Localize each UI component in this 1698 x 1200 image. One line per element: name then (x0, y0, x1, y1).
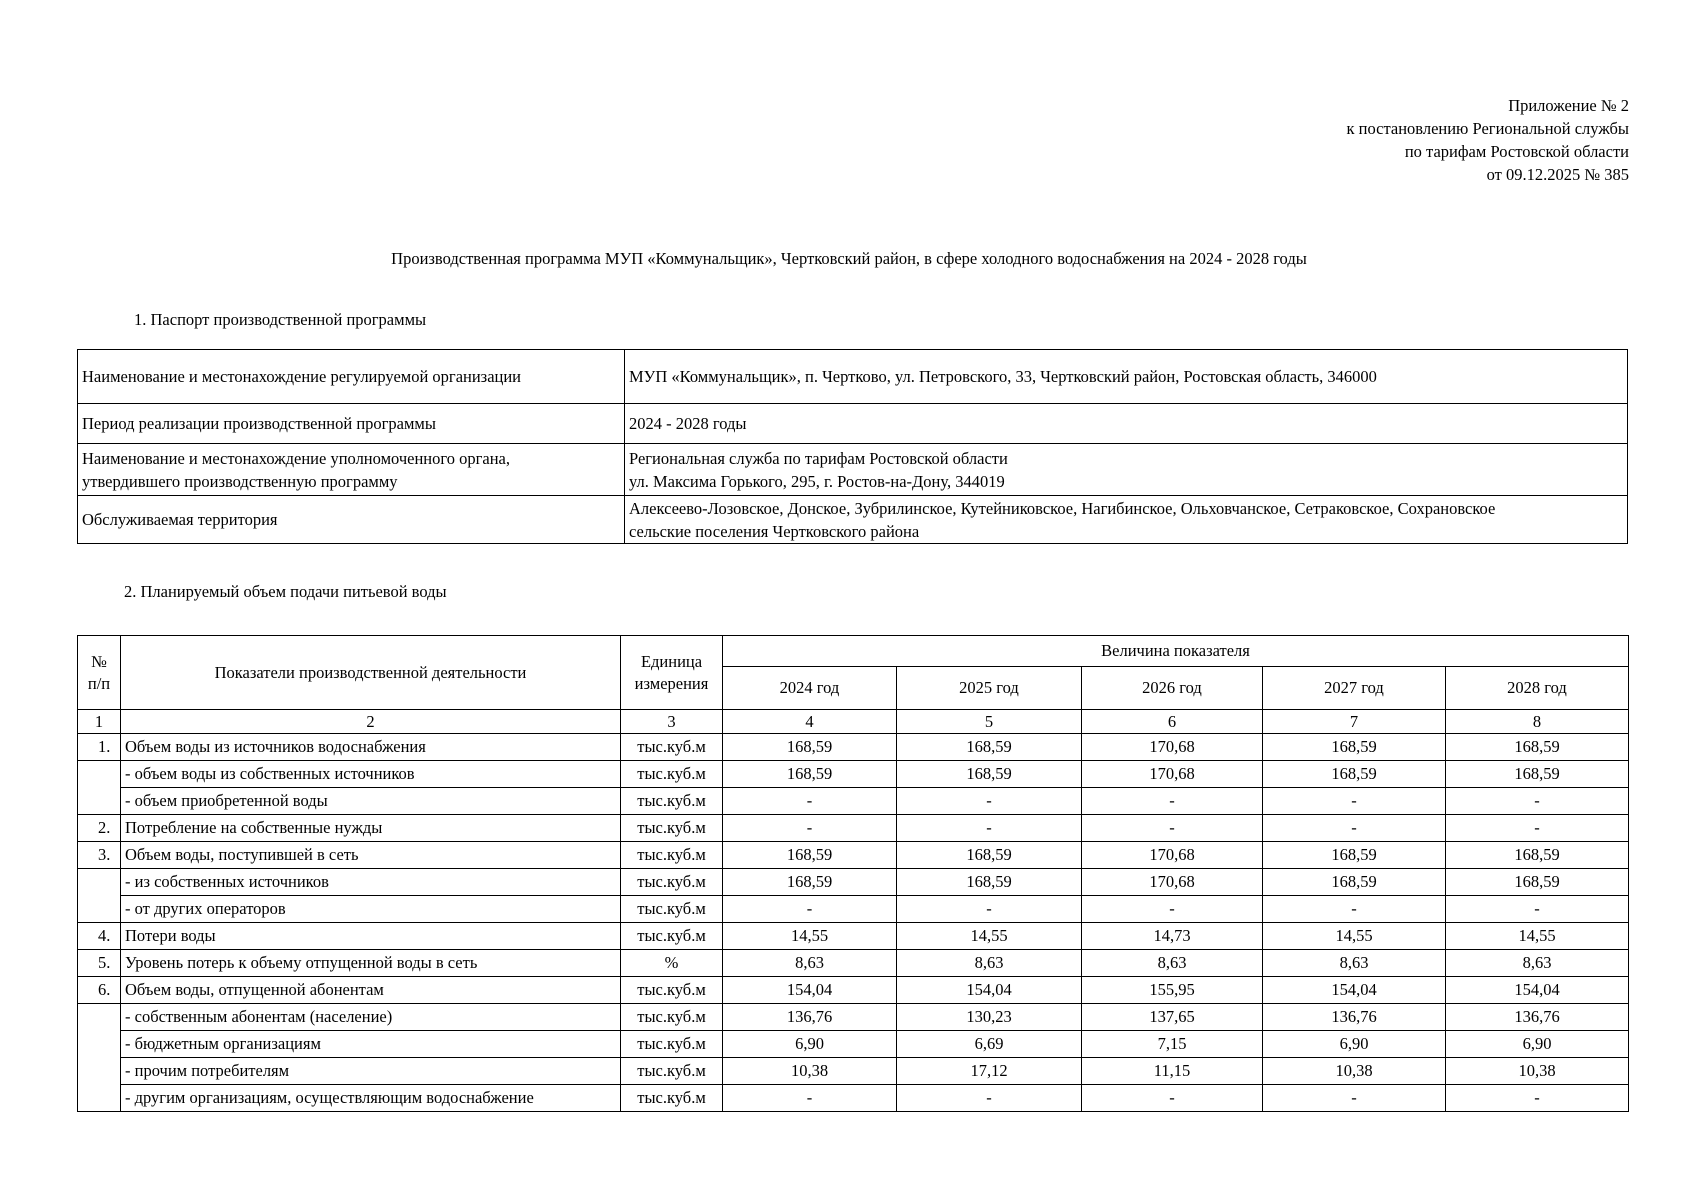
value-cell: 10,38 (1446, 1058, 1629, 1085)
value-cell: 168,59 (723, 734, 897, 761)
value-cell: 136,76 (1263, 1004, 1446, 1031)
column-number: 6 (1082, 710, 1263, 734)
value-cell: 170,68 (1082, 869, 1263, 896)
value-cell: 11,15 (1082, 1058, 1263, 1085)
passport-label: Обслуживаемая территория (78, 496, 625, 544)
value-cell: 170,68 (1082, 761, 1263, 788)
section-1-heading: 1. Паспорт производственной программы (134, 310, 427, 329)
header-value-group: Величина показателя (723, 636, 1629, 667)
indicator-name: Объем воды, поступившей в сеть (121, 842, 621, 869)
column-numbers-row (78, 710, 1629, 734)
passport-label: Наименование и местонахождение регулируемой организации (78, 350, 625, 404)
value-cell: 8,63 (1446, 950, 1629, 977)
table-row (78, 869, 1629, 896)
header-year: 2024 год (723, 667, 897, 710)
value-cell: 168,59 (897, 734, 1082, 761)
value-cell: 14,73 (1082, 923, 1263, 950)
row-number: 4. (78, 923, 121, 950)
appendix-line-1: Приложение № 2 (1508, 96, 1629, 115)
table-row (78, 734, 1629, 761)
row-number: 6. (78, 977, 121, 1004)
value-cell: 168,59 (897, 869, 1082, 896)
unit-cell: тыс.куб.м (621, 734, 723, 761)
value-cell: 168,59 (723, 842, 897, 869)
value-cell: 6,69 (897, 1031, 1082, 1058)
header-unit (621, 636, 723, 710)
value-cell: 137,65 (1082, 1004, 1263, 1031)
document-title: Производственная программа МУП «Коммунальщик», Чертковский район, в сфере холодного водоснабжения на 2024 - 2028 годы (391, 249, 1307, 268)
table-row (78, 1058, 1629, 1085)
value-cell: - (1082, 815, 1263, 842)
passport-label-line: утвердившего производственную программу (82, 471, 398, 491)
column-number: 3 (621, 710, 723, 734)
unit-cell: тыс.куб.м (621, 788, 723, 815)
passport-row (78, 350, 1628, 404)
value-cell: 168,59 (1263, 734, 1446, 761)
value-cell: 155,95 (1082, 977, 1263, 1004)
value-cell: 168,59 (1446, 869, 1629, 896)
table-row (78, 977, 1629, 1004)
value-cell: 170,68 (1082, 734, 1263, 761)
unit-cell: тыс.куб.м (621, 923, 723, 950)
unit-cell: тыс.куб.м (621, 761, 723, 788)
passport-value-line: Региональная служба по тарифам Ростовской области (629, 448, 1008, 468)
value-cell: - (897, 788, 1082, 815)
header-unit-line: Единица (640, 651, 703, 671)
value-cell: 8,63 (723, 950, 897, 977)
unit-cell: тыс.куб.м (621, 1004, 723, 1031)
passport-label: Период реализации производственной программы (78, 404, 625, 444)
metrics-body (78, 734, 1629, 1112)
value-cell: - (1082, 788, 1263, 815)
value-cell: 168,59 (723, 869, 897, 896)
unit-cell: тыс.куб.м (621, 1085, 723, 1112)
appendix-line-4: от 09.12.2025 № 385 (1486, 165, 1629, 184)
value-cell: 8,63 (1082, 950, 1263, 977)
header-indicator: Показатели производственной деятельности (121, 636, 621, 710)
value-cell: 10,38 (1263, 1058, 1446, 1085)
value-cell: 170,68 (1082, 842, 1263, 869)
unit-cell: тыс.куб.м (621, 896, 723, 923)
value-cell: - (1446, 815, 1629, 842)
value-cell: 168,59 (1446, 842, 1629, 869)
passport-value (625, 496, 1628, 544)
value-cell: 14,55 (1263, 923, 1446, 950)
value-cell: 130,23 (897, 1004, 1082, 1031)
header-year: 2027 год (1263, 667, 1446, 710)
passport-row (78, 404, 1628, 444)
indicator-name: Объем воды, отпущенной абонентам (121, 977, 621, 1004)
column-number: 7 (1263, 710, 1446, 734)
value-cell: 6,90 (1263, 1031, 1446, 1058)
value-cell: 154,04 (723, 977, 897, 1004)
passport-value (625, 444, 1628, 496)
value-cell: - (1446, 896, 1629, 923)
indicator-name: - объем приобретенной воды (121, 788, 621, 815)
passport-value: МУП «Коммунальщик», п. Чертково, ул. Петровского, 33, Чертковский район, Ростовская область, 346000 (625, 350, 1628, 404)
value-cell: - (723, 896, 897, 923)
value-cell: 14,55 (1446, 923, 1629, 950)
value-cell: 136,76 (1446, 1004, 1629, 1031)
value-cell: 17,12 (897, 1058, 1082, 1085)
row-number (78, 869, 121, 923)
indicator-name: - другим организациям, осуществляющим водоснабжение (121, 1085, 621, 1112)
row-number: 2. (78, 815, 121, 842)
table-row (78, 950, 1629, 977)
table-row (78, 788, 1629, 815)
passport-value-line: ул. Максима Горького, 295, г. Ростов-на-Дону, 344019 (629, 471, 1005, 491)
value-cell: - (1263, 896, 1446, 923)
passport-value: 2024 - 2028 годы (625, 404, 1628, 444)
header-num-line: п/п (87, 673, 111, 693)
value-cell: 168,59 (1263, 869, 1446, 896)
indicator-name: - от других операторов (121, 896, 621, 923)
passport-value-line: сельские поселения Чертковского района (629, 521, 920, 541)
table-row (78, 761, 1629, 788)
value-cell: - (723, 1085, 897, 1112)
value-cell: 10,38 (723, 1058, 897, 1085)
value-cell: 14,55 (723, 923, 897, 950)
table-row (78, 815, 1629, 842)
value-cell: 168,59 (1263, 842, 1446, 869)
value-cell: 168,59 (897, 842, 1082, 869)
column-number: 4 (723, 710, 897, 734)
value-cell: 6,90 (1446, 1031, 1629, 1058)
unit-cell: тыс.куб.м (621, 869, 723, 896)
value-cell: 168,59 (723, 761, 897, 788)
indicator-name: - объем воды из собственных источников (121, 761, 621, 788)
passport-table (77, 349, 1628, 544)
column-number: 1 (78, 710, 121, 734)
value-cell: - (1082, 1085, 1263, 1112)
value-cell: 154,04 (897, 977, 1082, 1004)
indicator-name: - из собственных источников (121, 869, 621, 896)
unit-cell: тыс.куб.м (621, 842, 723, 869)
value-cell: - (897, 1085, 1082, 1112)
value-cell: 8,63 (1263, 950, 1446, 977)
value-cell: - (1446, 1085, 1629, 1112)
unit-cell: тыс.куб.м (621, 1058, 723, 1085)
row-number: 1. (78, 734, 121, 761)
unit-cell: % (621, 950, 723, 977)
column-number: 2 (121, 710, 621, 734)
value-cell: - (723, 788, 897, 815)
indicator-name: - собственным абонентам (население) (121, 1004, 621, 1031)
value-cell: 14,55 (897, 923, 1082, 950)
row-number (78, 761, 121, 815)
indicator-name: Потребление на собственные нужды (121, 815, 621, 842)
indicator-name: Объем воды из источников водоснабжения (121, 734, 621, 761)
water-supply-table (77, 635, 1629, 1112)
section-2-heading: 2. Планируемый объем подачи питьевой воды (124, 582, 447, 601)
header-year: 2028 год (1446, 667, 1629, 710)
passport-label (78, 444, 625, 496)
value-cell: - (1263, 788, 1446, 815)
value-cell: 168,59 (1446, 734, 1629, 761)
row-number (78, 1004, 121, 1112)
header-num-line: № (91, 651, 107, 671)
value-cell: - (1263, 815, 1446, 842)
header-num (78, 636, 121, 710)
unit-cell: тыс.куб.м (621, 1031, 723, 1058)
row-number: 3. (78, 842, 121, 869)
value-cell: - (897, 896, 1082, 923)
passport-row (78, 496, 1628, 544)
table-row (78, 923, 1629, 950)
unit-cell: тыс.куб.м (621, 977, 723, 1004)
table-row (78, 1085, 1629, 1112)
value-cell: 168,59 (897, 761, 1082, 788)
value-cell: - (1263, 1085, 1446, 1112)
header-unit-line: измерения (634, 673, 709, 693)
value-cell: 168,59 (1263, 761, 1446, 788)
value-cell: 136,76 (723, 1004, 897, 1031)
indicator-name: - бюджетным организациям (121, 1031, 621, 1058)
passport-label-line: Наименование и местонахождение уполномоченного органа, (82, 448, 510, 468)
value-cell: 154,04 (1263, 977, 1446, 1004)
header-year: 2026 год (1082, 667, 1263, 710)
table-row (78, 842, 1629, 869)
indicator-name: Потери воды (121, 923, 621, 950)
table-row (78, 896, 1629, 923)
value-cell: - (1082, 896, 1263, 923)
appendix-line-2: к постановлению Региональной службы (1346, 119, 1629, 138)
value-cell: 168,59 (1446, 761, 1629, 788)
value-cell: 8,63 (897, 950, 1082, 977)
indicator-name: Уровень потерь к объему отпущенной воды в сеть (121, 950, 621, 977)
value-cell: 7,15 (1082, 1031, 1263, 1058)
value-cell: - (897, 815, 1082, 842)
appendix-line-3: по тарифам Ростовской области (1404, 142, 1629, 161)
row-number: 5. (78, 950, 121, 977)
indicator-name: - прочим потребителям (121, 1058, 621, 1085)
header-row (78, 636, 1629, 667)
value-cell: - (1446, 788, 1629, 815)
passport-row (78, 444, 1628, 496)
table-row (78, 1031, 1629, 1058)
value-cell: 6,90 (723, 1031, 897, 1058)
column-number: 8 (1446, 710, 1629, 734)
unit-cell: тыс.куб.м (621, 815, 723, 842)
table-row (78, 1004, 1629, 1031)
appendix-header (1209, 94, 1629, 186)
passport-value-line: Алексеево-Лозовское, Донское, Зубрилинское, Кутейниковское, Нагибинское, Ольховчанское, Сетраковское, Сохрановское (629, 498, 1496, 518)
column-number: 5 (897, 710, 1082, 734)
value-cell: 154,04 (1446, 977, 1629, 1004)
value-cell: - (723, 815, 897, 842)
header-year: 2025 год (897, 667, 1082, 710)
